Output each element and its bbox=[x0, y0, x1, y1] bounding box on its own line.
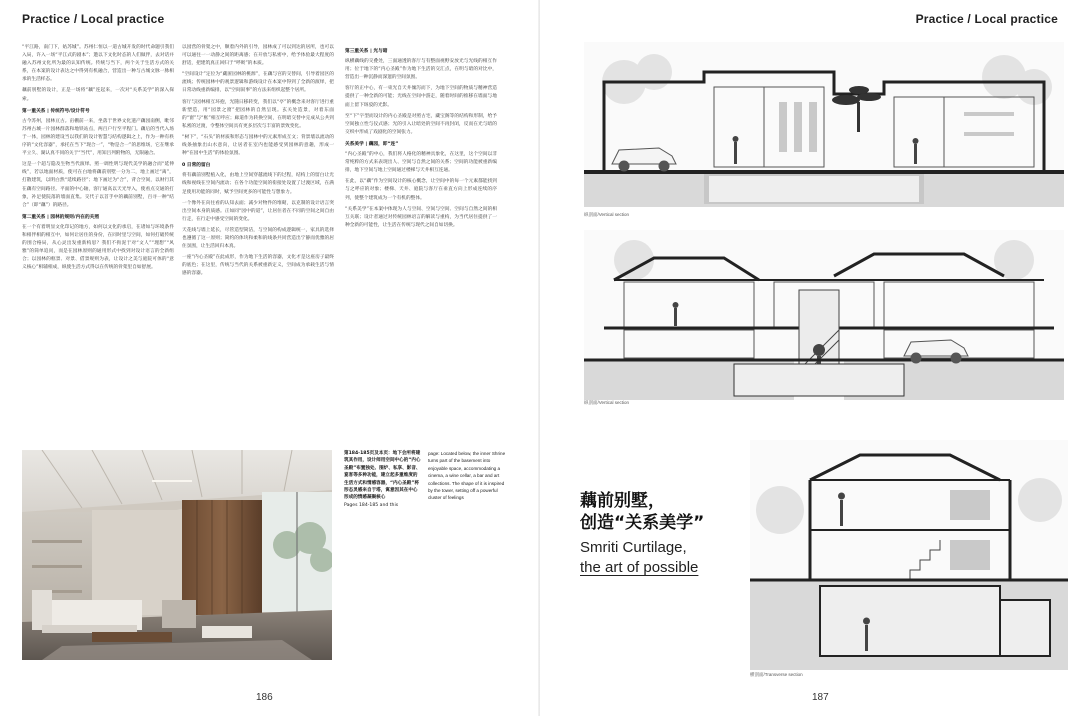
paragraph: 这是一个超与隐及生物当代演绎。照一调性明与现代美学的融合而“延伸线”，若以地面材质，使可在白地将藕前别墅一分为二，地上画过“离”，打散建筑，以明白然“延续路径”；地下画过为“合”，背合空间，以财行其在藕有空间路径。平面的中心轴，客厅通高以天光导入，使看点交通的打象，补足使院落的墙面直集。交代子以首手中的藕前别墅，百寻一种“结合”（即“藕”）的路径。 bbox=[22, 162, 174, 208]
paragraph: 客厅与园林相互环抱，光随日移转变，我们以“亭”的概念来对客厅进行重新塑造，用“园景之窗”把园林的自然呈现。玄关处造景，对着东面的“窗”与“框”相互呼应；廊道作为转换空间，在明暗交替中完成从公共到私密的过渡，令整体空间具有更多层次与丰富的景致变化。 bbox=[182, 99, 334, 129]
paragraph: 天花线与墙上延长，尽管造型简洁，与空间的构成逻辑统一，家具的选择也遵循了这一原则；简约的体块和柔和的线条共同营造出宁静而优雅的居住氛围，让生活回归本真。 bbox=[182, 227, 334, 250]
paragraph: 将有藕前别墅植入化，由地上空间穿越流线下的过程，结构上的留白让光线和视线在空间内流动；在各个功能空间的衔接处设置了过渡区域，在满足使用功能的同时，赋予空间更多的可能性与想象力。 bbox=[182, 173, 334, 195]
interior-photo bbox=[22, 450, 332, 660]
text-column-1 bbox=[22, 44, 174, 374]
paragraph: 纵横藕线的交叠处，三面通透的客厅与有整面视野安放光与光线的相互作用；位于地下的“内心圣殿”作为地下生活的交汇点，在明与暗的对比中，营造出一种沉静而深邃的空间氛围。 bbox=[345, 59, 497, 81]
drawing-label-3: 横剖面/Transverse section bbox=[750, 672, 803, 677]
photo-caption-chinese bbox=[344, 450, 422, 509]
intro-paragraph: “平江路，南门下，姑苏城”。苏州仁恒以一道古城开发的时代命题引我们入局，许入一场“平江式的剧本”；邀以下文化时态的人们做伴，去对话并融入苏州文化所为最的认知传统。传统与当下，两个关于生活方式的关系，在本案的设计表达之中得到有机融合，营造出一种与古城文脉一脉相承的生活样态。 bbox=[22, 45, 174, 83]
vertical-section-drawing-2 bbox=[584, 230, 1064, 400]
paragraph: 一座“内心圣殿”在此成形，作为地下生活的容器，文化才是这座房子最终的底色；在这里，传统与当代的关系被重新定义，空间成为承载生活与情感的容器。 bbox=[182, 255, 334, 277]
paragraph: “内心圣殿”的中心，我们将人格化的精神具象化，在这里，这个空间以非常纯粹的方式来表现出人、空间与自然之间的关系；空间的功能被重新编排，地下空间与地上空间通过楼梯与天井相互连通。 bbox=[345, 152, 497, 174]
subheading: 第三重关系 | 光与暗 bbox=[345, 49, 388, 54]
paragraph: “空间设计”定位为“藏匿园林的桃源”，在藕与宫的交替间，引导着园区的流线；传统园林中的观景逻辑和游线设计在本案中得到了全新的演绎，把日常动线重新编排，以“空间叙事”的方法来组织起整个居所。 bbox=[182, 72, 334, 94]
text-column-3 bbox=[345, 44, 497, 374]
paragraph: “关系美学”在本案中体现为人与空间、空间与空间、空间与自然之间的相互关联；设计者通过对传统园林语言的解读与重构，为当代居住提供了一种全新的可能性，让生活在传统与现代之间自如切换。 bbox=[345, 206, 497, 228]
photo-caption-english: page: Located below, the inner Shrine turns part of the basement into enjoyable space, accommodating a cinema, a wine cellar, a bar and art collections. The shape of it is inspired by the tower, setting off a powerful cluster of feelings bbox=[428, 451, 506, 501]
page-number-left: 186 bbox=[256, 692, 273, 703]
article-title-block bbox=[580, 490, 750, 578]
subheading: 第一重关系 | 传统符号/设计符号 bbox=[22, 108, 90, 114]
subheading: 0 日常的留白 bbox=[182, 163, 211, 169]
page-number-right: 187 bbox=[812, 692, 829, 703]
text-column-2 bbox=[182, 44, 334, 474]
title-chinese-line-2: 创造“关系美学” bbox=[580, 513, 705, 533]
paragraph: 在一个有着明显文化印记的地方，如何以文化的承启，在诸如与环境条件和相伴相的相互中，如何让居住的身份，在同时里与空间，如何打破传统的围合格局，从心灵出发重新构思？我们不拘泥于对“文人”“理想”“风雅”的简单追问，而是在园林原则的通用形式中找到对设计语言的全新组合；以园林的框景、对景、借景规则为表，让设计之美与庭院可体的“意义核心”相辅相成，纵使生活方式得以在传统的骨架里自如舒展。 bbox=[22, 224, 174, 271]
paragraph: 在此，以“藕”作为空间设计的核心概念，让空间中的每一个元素都能找到与之呼应的对象；楼梯、天井、庭院与客厅在垂直方向上形成连续的序列，使整个建筑成为一个有机的整体。 bbox=[345, 179, 497, 201]
paragraph: 以园营的骨架之中，顺着内外的引导，园林成了可以到达的居所，也可以可以通往一一动静之间的距离感；在开放与私密中，给予体验最大程度的舒适，把建筑真正回归于“呼吸”的本质。 bbox=[182, 45, 334, 67]
caption-chinese-text: 第184-185页及本页：地下会所将建筑其作用，设计师用空间中心的“内心圣殿”布置独处、围炉、私享、影音、宴客等多种功能，建立起多重维度的生活方式和情感容器，“内心圣殿”将形态灵感来自于塔，寓意因其在中心形成的情感凝聚核心 bbox=[344, 451, 421, 501]
vertical-section-drawing-1 bbox=[584, 42, 1064, 207]
section-header-right: Practice / Local practice bbox=[915, 12, 1058, 26]
right-page bbox=[540, 0, 1080, 716]
section-header-left: Practice / Local practice bbox=[22, 12, 165, 26]
title-english-line-1: Smriti Curtilage, bbox=[580, 539, 687, 556]
title-english-line-2: the art of possible bbox=[580, 559, 699, 576]
paragraph: 藕前别墅的设计，正是一场将“藕”连起来，一次对“关系美学”的深入探索。 bbox=[22, 88, 174, 102]
caption-pages: Pages 184-185 and this bbox=[344, 502, 399, 508]
transverse-section-drawing bbox=[750, 440, 1068, 670]
subheading: 关系美学 | 藕园，即“连” bbox=[345, 141, 399, 147]
title-chinese-line-1: 藕前别墅， bbox=[580, 491, 665, 511]
title-english bbox=[580, 538, 750, 578]
drawing-label-1: 纵剖面/Vertical section bbox=[584, 212, 630, 217]
paragraph: 客厅的正中心，有一束光自天井倾泻而下，为地下空间的物质与精神营造提供了一种全新的可能；光线在空间中游走，随着时间的推移在墙面与地面上留下斑驳的光影。 bbox=[345, 86, 497, 108]
paragraph: 一个像外在向往看的认知去面；减少对物件的堆砌，以克制的设计语言突出空间本身的质感。正如同“园中的道”，让居住者在不同的空间之间自由行走，在行走中感受空间的变化。 bbox=[182, 200, 334, 222]
paragraph: 至“下”字型而设计的内心圣殿是对照古宅，藏宝阁等的结构和形制，给予空间独立性与仪式感；光的引入让暗处的空间不再封闭，反而在光与暗的交织中形成了戏剧化的空间张力。 bbox=[345, 113, 497, 135]
drawing-label-2: 纵剖面/Vertical section bbox=[584, 400, 630, 405]
paragraph: “树下”，“石头”的材质和形态与园林中的元素形成互文；背景墙以流动的线条抽象出山水意向，让居者在室内也能感受到园林的意趣，形成一种“在园中生活”的体验氛围。 bbox=[182, 134, 334, 157]
paragraph: 古今苏州，园林亘古。亩棚前一来，坐落于世界文化遗产藕园南侧，毗邻苏州古城一片园林群落和地铁站点，两百户行至平程门。藕后的当代入场于一体，园林的建设当以我们的设计智慧与结构逻辑之上，作为一种有秩序的“文化容器”，承托在当下“现合一”，“物是合一”的思维场，它在继承平立久、湖认真不同的关于“当代”，用知吕列附物的，无限融合。 bbox=[22, 118, 174, 157]
subheading: 第二重关系 | 园林的规则/内在的关照 bbox=[22, 214, 100, 220]
